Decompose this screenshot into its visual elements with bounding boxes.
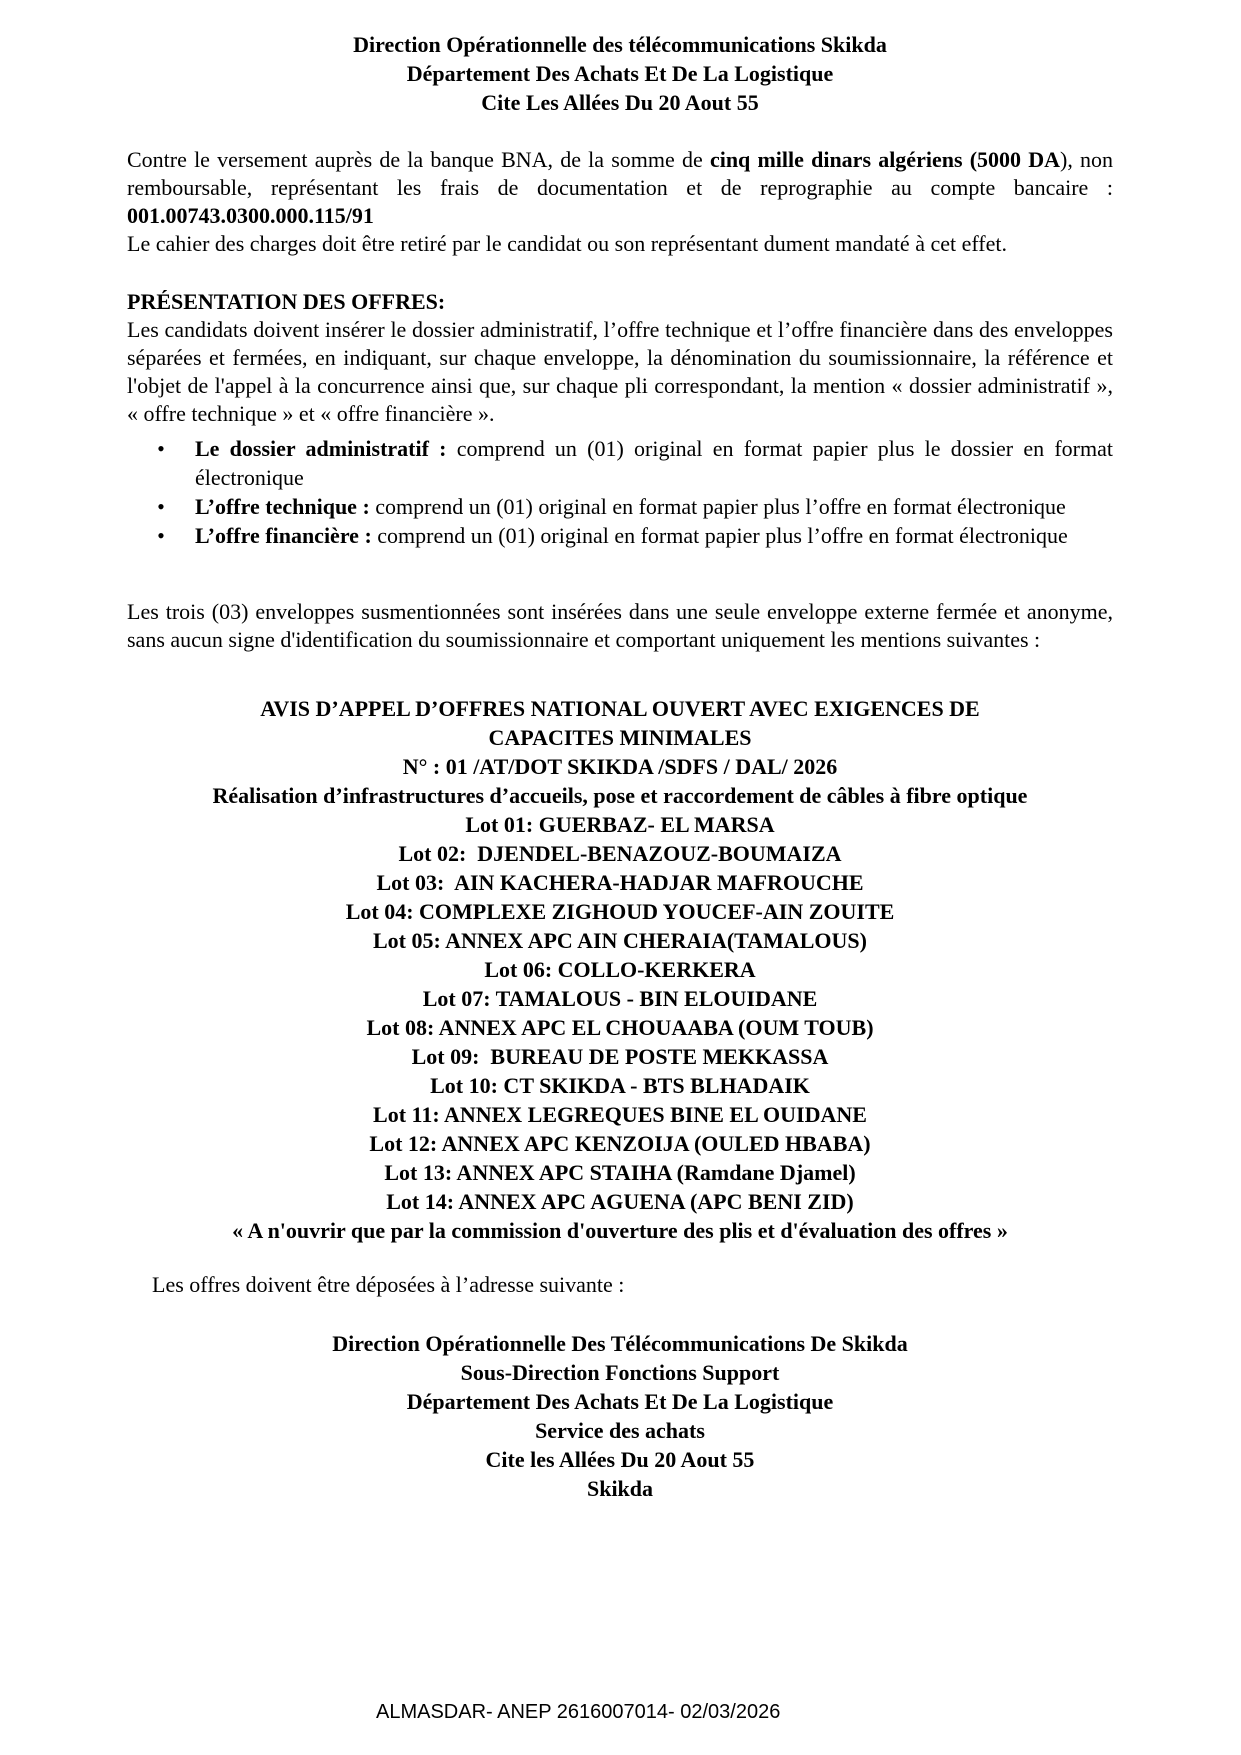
address-line-service: Service des achats bbox=[535, 1418, 705, 1443]
list-item-offre-technique bbox=[127, 492, 1113, 521]
deposit-instruction: Les offres doivent être déposées à l’adresse suivante : bbox=[152, 1272, 625, 1297]
presentation-heading: PRÉSENTATION DES OFFRES: bbox=[127, 289, 446, 314]
bullet-icon: • bbox=[157, 523, 165, 548]
lot-line: Lot 06: COLLO-KERKERA bbox=[484, 957, 756, 982]
bank-account-number: 001.00743.0300.000.115/91 bbox=[127, 203, 374, 228]
lot-line: Lot 04: COMPLEXE ZIGHOUD YOUCEF-AIN ZOUITE bbox=[345, 899, 895, 924]
bullet-label: L’offre technique : bbox=[195, 494, 370, 519]
payment-text-2 bbox=[963, 147, 970, 172]
document-header bbox=[127, 30, 1113, 117]
cahier-retrait-paragraph: Le cahier des charges doit être retiré par le candidat ou son représentant dument mandaté à cet effet. bbox=[127, 231, 1007, 256]
bullet-content bbox=[195, 521, 1113, 550]
payment-text-3: ), non remboursable, représentant les frais de documentation et de reprographie au compte bancaire : bbox=[127, 147, 1114, 200]
list-item-dossier-administratif bbox=[127, 434, 1113, 492]
bullet-icon: • bbox=[157, 494, 165, 519]
bullet-text: comprend un (01) original en format papier plus l’offre en format électronique bbox=[371, 523, 1068, 548]
notice-reference-number: N° : 01 /AT/DOT SKIKDA /SDFS / DAL/ 2026 bbox=[402, 754, 838, 779]
bullet-content bbox=[195, 434, 1113, 492]
footer-imprint: ALMASDAR- ANEP 2616007014- 02/03/2026 bbox=[376, 1701, 781, 1723]
lot-line: Lot 11: ANNEX LEGREQUES BINE EL OUIDANE bbox=[373, 1102, 867, 1127]
lot-line: Lot 05: ANNEX APC AIN CHERAIA(TAMALOUS) bbox=[372, 928, 867, 953]
bullet-label: Le dossier administratif : bbox=[195, 436, 447, 461]
address-line-street: Cite les Allées Du 20 Aout 55 bbox=[485, 1447, 755, 1472]
lot-line: Lot 14: ANNEX APC AGUENA (APC BENI ZID) bbox=[386, 1189, 854, 1214]
notice-title-line-1: AVIS D’APPEL D’OFFRES NATIONAL OUVERT AVEC EXIGENCES DE bbox=[260, 696, 980, 721]
bullet-label: L’offre financière : bbox=[195, 523, 372, 548]
lot-line: Lot 10: CT SKIKDA - BTS BLHADAIK bbox=[430, 1073, 810, 1098]
notice-opening-warning: « A n'ouvrir que par la commission d'ouverture des plis et d'évaluation des offres » bbox=[232, 1218, 1008, 1243]
address-line-direction: Direction Opérationnelle Des Télécommunications De Skikda bbox=[332, 1331, 908, 1356]
payment-amount-figure: (5000 DA bbox=[969, 147, 1061, 172]
lot-line: Lot 03: AIN KACHERA-HADJAR MAFROUCHE bbox=[376, 870, 864, 895]
lot-line: Lot 02: DJENDEL-BENAZOUZ-BOUMAIZA bbox=[398, 841, 842, 866]
header-line-address: Cite Les Allées Du 20 Aout 55 bbox=[481, 90, 759, 115]
payment-paragraph bbox=[127, 146, 1113, 230]
lot-line: Lot 12: ANNEX APC KENZOIJA (OULED HBABA) bbox=[369, 1131, 871, 1156]
lot-line: Lot 08: ANNEX APC EL CHOUAABA (OUM TOUB) bbox=[366, 1015, 874, 1040]
header-line-organization: Direction Opérationnelle des télécommunications Skikda bbox=[353, 32, 887, 57]
envelope-paragraph: Les trois (03) enveloppes susmentionnées sont insérées dans une seule enveloppe externe fermée et anonyme, sans aucun signe d'identification du soumissionnaire et comportant uniquement les mentions suivantes : bbox=[127, 599, 1113, 652]
header-line-department: Département Des Achats Et De La Logistique bbox=[406, 61, 834, 86]
tender-notice-block bbox=[127, 694, 1113, 1245]
bullet-icon: • bbox=[157, 436, 165, 461]
list-item-offre-financiere bbox=[127, 521, 1113, 550]
address-line-city: Skikda bbox=[586, 1476, 654, 1501]
payment-amount-words: cinq mille dinars algériens bbox=[709, 147, 963, 172]
bullet-text: comprend un (01) original en format papier plus l’offre en format électronique bbox=[369, 494, 1066, 519]
notice-title-line-2: CAPACITES MINIMALES bbox=[488, 725, 752, 750]
payment-text-1: Contre le versement auprès de la banque BNA, de la somme de bbox=[127, 147, 710, 172]
address-line-sous-direction: Sous-Direction Fonctions Support bbox=[460, 1360, 780, 1385]
bullet-content bbox=[195, 492, 1113, 521]
offers-bullet-list bbox=[127, 434, 1113, 550]
presentation-intro-paragraph: Les candidats doivent insérer le dossier administratif, l’offre technique et l’offre financière dans des enveloppes séparées et fermées, en indiquant, sur chaque enveloppe, la dénomination du soumissionnaire, la référence et l'objet de l'appel à la concurrence ainsi que, sur chaque pli correspondant, la mention « dossier administratif », « offre technique » et « offre financière ». bbox=[127, 317, 1113, 426]
lot-line: Lot 09: BUREAU DE POSTE MEKKASSA bbox=[411, 1044, 829, 1069]
deposit-address-block bbox=[127, 1329, 1113, 1503]
lot-line: Lot 01: GUERBAZ- EL MARSA bbox=[465, 812, 775, 837]
address-line-departement: Département Des Achats Et De La Logistique bbox=[406, 1389, 834, 1414]
lot-line: Lot 13: ANNEX APC STAIHA (Ramdane Djamel) bbox=[384, 1160, 856, 1185]
bullet-text: comprend un (01) original en format papier plus le dossier en format électronique bbox=[195, 436, 1113, 490]
lot-line: Lot 07: TAMALOUS - BIN ELOUIDANE bbox=[422, 986, 818, 1011]
notice-object: Réalisation d’infrastructures d’accueils, pose et raccordement de câbles à fibre optique bbox=[212, 783, 1028, 808]
